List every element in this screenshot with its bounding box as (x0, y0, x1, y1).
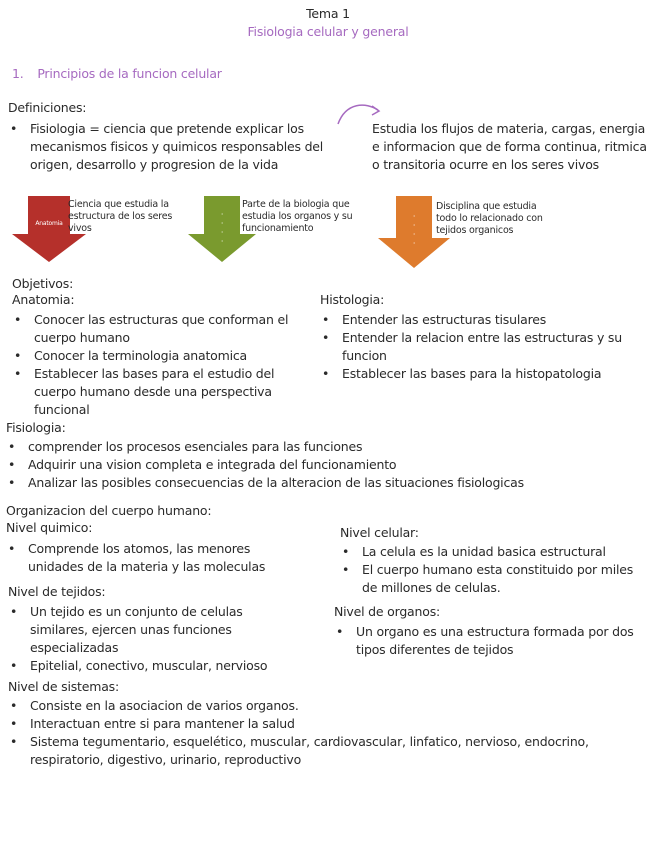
nivel-quimico-list (6, 540, 296, 576)
arrow-note-anatomia: Ciencia que estudia la estructura de los seres vivos (68, 199, 173, 234)
nivel-sistemas-list (8, 697, 608, 769)
list-item: • Consiste en la asociacion de varios organos. (8, 697, 608, 715)
list-item: • Un tejido es un conjunto de celulas similares, ejercen unas funciones especializadas (8, 603, 268, 657)
nivel-celular-heading: Nivel celular: (340, 525, 419, 540)
objectives-heading: Objetivos: (12, 276, 74, 291)
list-item: • Adquirir una vision completa e integrada del funcionamiento (6, 456, 646, 474)
list-item: • Comprende los atomos, las menores unidades de la materia y las moleculas (6, 540, 296, 576)
definitions-side-note: Estudia los flujos de materia, cargas, energia e informacion que de forma continua, ritmica o transitoria ocurre en los seres vivos (372, 121, 647, 172)
anatomia-list (12, 311, 312, 419)
list-item: • comprender los procesos esenciales para las funciones (6, 438, 646, 456)
list-item: • Fisiologia = ciencia que pretende explicar los mecanismos fisicos y quimicos responsables del origen, desarrollo y progresion de la vida (8, 120, 338, 174)
section-title (12, 66, 222, 81)
definitions-list (8, 120, 338, 174)
arrow-dots: · · · · (220, 210, 224, 246)
list-item: • Epitelial, conectivo, muscular, nervioso (8, 657, 268, 675)
definitions-heading: Definiciones: (8, 100, 87, 115)
anatomia-heading: Anatomia: (12, 292, 75, 307)
section-title-text: Principios de la funcion celular (37, 66, 222, 81)
section-number: 1. (12, 66, 24, 81)
fisiologia-heading: Fisiologia: (6, 420, 66, 435)
arrow-label: Anatomia (35, 220, 63, 227)
arrow-dots: · · · · (412, 212, 416, 248)
list-item: • Entender la relacion entre las estructuras y su funcion (320, 329, 642, 365)
histologia-list (320, 311, 642, 383)
list-item: • Conocer las estructuras que conforman el cuerpo humano (12, 311, 312, 347)
list-item: • Establecer las bases para el estudio del cuerpo humano desde una perspectiva funcional (12, 365, 312, 419)
nivel-tejidos-list (8, 603, 268, 675)
list-item: • Interactuan entre si para mantener la salud (8, 715, 608, 733)
arrow-note-fisiologia: Parte de la biologia que estudia los organos y su funcionamiento (242, 199, 353, 234)
arrow-note-histologia: Disciplina que estudia todo lo relacionado con tejidos organicos (436, 201, 543, 236)
nivel-sistemas-heading: Nivel de sistemas: (8, 679, 120, 694)
list-item: • La celula es la unidad basica estructural (340, 543, 640, 561)
nivel-organos-heading: Nivel de organos: (334, 604, 441, 619)
nivel-quimico-heading: Nivel quimico: (6, 520, 93, 535)
fisiologia-list (6, 438, 646, 492)
list-item: • Conocer la terminologia anatomica (12, 347, 312, 365)
nivel-tejidos-heading: Nivel de tejidos: (8, 584, 106, 599)
topic-subtitle: Fisiologia celular y general (247, 24, 409, 39)
histologia-heading: Histologia: (320, 292, 385, 307)
list-item: • Analizar las posibles consecuencias de la alteracion de las situaciones fisiologicas (6, 474, 646, 492)
list-item: • Entender las estructuras tisulares (320, 311, 642, 329)
organization-heading: Organizacion del cuerpo humano: (6, 503, 212, 518)
nivel-organos-list (334, 623, 634, 659)
nivel-celular-list (340, 543, 640, 597)
list-item: • Sistema tegumentario, esquelético, muscular, cardiovascular, linfatico, nervioso, endocrino, respiratorio, digestivo, urinario, reproductivo (8, 733, 608, 769)
list-item: • Establecer las bases para la histopatologia (320, 365, 642, 383)
list-item: • El cuerpo humano esta constituido por miles de millones de celulas. (340, 561, 640, 597)
topic-title: Tema 1 (306, 6, 350, 21)
list-item: • Un organo es una estructura formada por dos tipos diferentes de tejidos (334, 623, 634, 659)
